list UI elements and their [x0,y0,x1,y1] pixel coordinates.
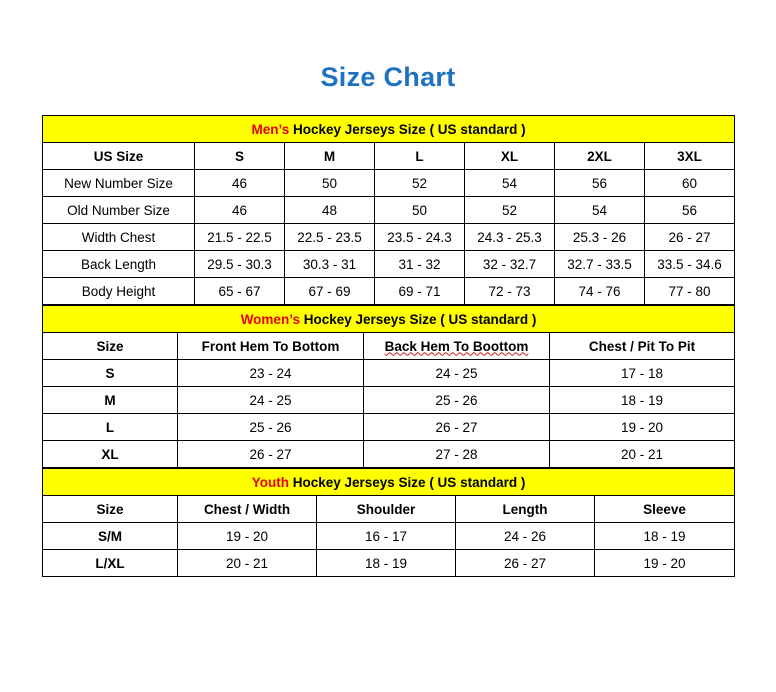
column-header: Chest / Pit To Pit [550,333,735,360]
table-cell: 33.5 - 34.6 [645,251,735,278]
table-cell: 20 - 21 [178,550,317,577]
table-section-header-row [43,306,735,333]
column-header: Length [456,496,595,523]
table-row [43,278,735,305]
section-heading-rest: Hockey Jerseys Size ( US standard ) [288,474,526,490]
table-cell: 21.5 - 22.5 [195,224,285,251]
section-heading-accent: Youth [251,474,289,490]
table-row [43,414,735,441]
table-cell: 23 - 24 [178,360,364,387]
table-cell: 31 - 32 [375,251,465,278]
table-cell: 26 - 27 [364,414,550,441]
table-cell: 32 - 32.7 [465,251,555,278]
row-label: Width Chest [43,224,195,251]
section-heading-accent: Women’s [240,311,300,327]
row-label: S/M [43,523,178,550]
column-header: XL [465,143,555,170]
table-cell: 48 [285,197,375,224]
table-cell: 20 - 21 [550,441,735,468]
table-cell: 26 - 27 [178,441,364,468]
section-heading-mens [43,116,735,143]
row-label: Old Number Size [43,197,195,224]
table-cell: 18 - 19 [595,523,735,550]
table-cell: 25.3 - 26 [555,224,645,251]
size-chart-tables [42,115,734,577]
column-header: Shoulder [317,496,456,523]
page-title: Size Chart [320,62,456,92]
youth-size-table [42,468,735,577]
table-cell: 24 - 25 [178,387,364,414]
column-header [364,333,550,360]
table-cell: 50 [285,170,375,197]
table-row [43,251,735,278]
table-row [43,224,735,251]
column-header: Sleeve [595,496,735,523]
section-heading-rest: Hockey Jerseys Size ( US standard ) [299,311,537,327]
row-label: XL [43,441,178,468]
column-header: Chest / Width [178,496,317,523]
table-row [43,360,735,387]
table-cell: 16 - 17 [317,523,456,550]
table-cell: 19 - 20 [550,414,735,441]
mens-size-table [42,115,735,305]
table-cell: 18 - 19 [550,387,735,414]
table-cell: 19 - 20 [178,523,317,550]
table-cell: 46 [195,197,285,224]
table-section-header-row [43,469,735,496]
table-cell: 17 - 18 [550,360,735,387]
column-header: Front Hem To Bottom [178,333,364,360]
table-cell: 52 [375,170,465,197]
table-cell: 69 - 71 [375,278,465,305]
row-label: Body Height [43,278,195,305]
table-cell: 30.3 - 31 [285,251,375,278]
column-header: Size [43,496,178,523]
column-header: L [375,143,465,170]
table-cell: 72 - 73 [465,278,555,305]
table-cell: 26 - 27 [645,224,735,251]
table-cell: 18 - 19 [317,550,456,577]
table-section-header-row [43,116,735,143]
table-cell: 46 [195,170,285,197]
womens-size-table [42,305,735,468]
table-cell: 54 [555,197,645,224]
row-label: L/XL [43,550,178,577]
table-cell: 52 [465,197,555,224]
table-cell: 60 [645,170,735,197]
row-label: New Number Size [43,170,195,197]
section-heading-womens [43,306,735,333]
row-label: L [43,414,178,441]
table-header-row [43,143,735,170]
column-header-text: Back Hem To Boottom [384,338,529,354]
table-cell: 29.5 - 30.3 [195,251,285,278]
table-cell: 26 - 27 [456,550,595,577]
table-row [43,387,735,414]
table-row [43,550,735,577]
row-label: Back Length [43,251,195,278]
section-heading-accent: Men’s [251,121,290,137]
table-cell: 19 - 20 [595,550,735,577]
table-cell: 24 - 25 [364,360,550,387]
table-row [43,197,735,224]
row-label: M [43,387,178,414]
table-row [43,441,735,468]
table-cell: 24 - 26 [456,523,595,550]
section-heading-youth [43,469,735,496]
table-cell: 50 [375,197,465,224]
table-row [43,523,735,550]
table-cell: 77 - 80 [645,278,735,305]
table-cell: 25 - 26 [178,414,364,441]
table-cell: 24.3 - 25.3 [465,224,555,251]
table-cell: 56 [645,197,735,224]
section-heading-rest: Hockey Jerseys Size ( US standard ) [289,121,526,137]
column-header: Size [43,333,178,360]
table-row [43,170,735,197]
table-cell: 22.5 - 23.5 [285,224,375,251]
column-header: S [195,143,285,170]
column-header: M [285,143,375,170]
row-label: S [43,360,178,387]
table-cell: 67 - 69 [285,278,375,305]
table-cell: 54 [465,170,555,197]
column-header: 3XL [645,143,735,170]
table-cell: 65 - 67 [195,278,285,305]
table-cell: 74 - 76 [555,278,645,305]
table-header-row [43,333,735,360]
table-header-row [43,496,735,523]
table-cell: 27 - 28 [364,441,550,468]
column-header: US Size [43,143,195,170]
table-cell: 25 - 26 [364,387,550,414]
table-cell: 23.5 - 24.3 [375,224,465,251]
column-header: 2XL [555,143,645,170]
table-cell: 32.7 - 33.5 [555,251,645,278]
table-cell: 56 [555,170,645,197]
